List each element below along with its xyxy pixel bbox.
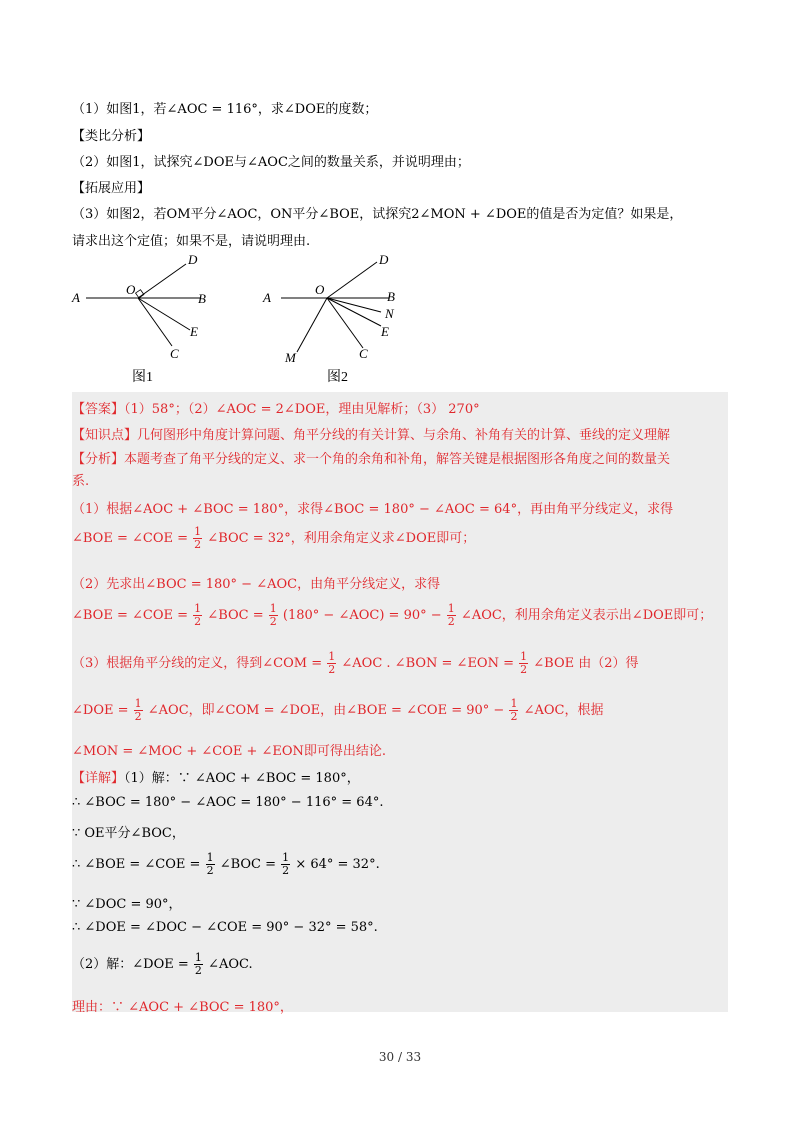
- detail-line-4: [72, 852, 380, 877]
- fraction-half: $\frac{1}{2}$: [520, 650, 528, 676]
- label-M: M: [285, 350, 296, 365]
- analysis-p2a: （2）先求出∠BOC = 180° − ∠AOC，由角平分线定义，求得: [72, 577, 441, 592]
- analysis-text: 本题考查了角平分线的定义、求一个角的余角和补角，解答关键是根据图形各角度之间的数量关: [124, 452, 671, 467]
- question-3: （3）如图2，若OM平分∠AOC，ON平分∠BOE，试探究2∠MON + ∠DOE的值是否为定值？如果是，: [72, 207, 683, 222]
- question-2: （2）如图1，试探究∠DOE与∠AOC之间的数量关系，并说明理由；: [72, 155, 470, 170]
- label-A: A: [263, 290, 271, 305]
- fraction-half: $\frac{1}{2}$: [269, 602, 277, 628]
- fraction-half: $\frac{1}{2}$: [194, 602, 202, 628]
- analysis-p3a: [72, 651, 639, 676]
- detail-line-6: ∴ ∠DOE = ∠DOC − ∠COE = 90° − 32° = 58°.: [72, 920, 378, 935]
- answer-line: [72, 398, 480, 417]
- fraction-half: $\frac{1}{2}$: [282, 851, 290, 877]
- answer-text: （1）58°；（2）∠AOC = 2∠DOE，理由见解析；（3） 270°: [124, 402, 480, 417]
- fraction-half: $\frac{1}{2}$: [194, 525, 202, 551]
- caption-fig-1: 图1: [132, 370, 153, 385]
- knowledge-text: 几何图形中角度计算问题、角平分线的有关计算、与余角、补角有关的计算、垂线的定义理解: [137, 428, 671, 443]
- expr: ∠BOE = ∠COE =: [72, 608, 189, 623]
- analysis-p2b: [72, 603, 712, 628]
- fraction-half: $\frac{1}{2}$: [206, 851, 214, 877]
- question-1: （1）如图1，若∠AOC = 116°，求∠DOE的度数；: [72, 102, 378, 117]
- expr: ∠AOC，根据: [523, 703, 604, 718]
- label-E: E: [381, 324, 389, 339]
- label-D: D: [379, 252, 389, 267]
- fraction-half: $\frac{1}{2}$: [447, 602, 455, 628]
- label-C: C: [359, 346, 368, 361]
- expr: ∠DOE =: [72, 703, 129, 718]
- fraction-half: $\frac{1}{2}$: [134, 697, 142, 723]
- expr: （2）解：∠DOE =: [72, 957, 189, 972]
- analysis-p1b: [72, 526, 475, 551]
- detail-line-3: ∵ OE平分∠BOC，: [72, 826, 185, 841]
- expr: ∠BOE = ∠COE =: [72, 531, 189, 546]
- question-3-cont: 请求出这个定值；如果不是，请说明理由.: [72, 234, 311, 249]
- expr: (180° − ∠AOC) = 90° −: [282, 608, 442, 623]
- label-A: A: [72, 290, 80, 305]
- caption-fig-2: 图2: [327, 370, 348, 385]
- expr: ∠BOC =: [219, 857, 277, 872]
- knowledge-line: [72, 424, 670, 443]
- fraction-half: $\frac{1}{2}$: [194, 951, 202, 977]
- expr: ∠BOE 由（2）得: [533, 656, 639, 671]
- heading-extension: 【拓展应用】: [72, 181, 151, 196]
- analysis-line-2: 系.: [72, 474, 90, 489]
- expr: （3）根据角平分线的定义，得到∠COM =: [72, 656, 323, 671]
- expr: ∠AOC . ∠BON = ∠EON =: [341, 656, 514, 671]
- detail-line-2: ∴ ∠BOC = 180° − ∠AOC = 180° − 116° = 64°.: [72, 795, 384, 810]
- analysis-p3b: [72, 698, 603, 723]
- expr: ∠AOC，即∠COM = ∠DOE，由∠BOE = ∠COE = 90° −: [147, 703, 505, 718]
- analysis-label: 【分析】: [72, 452, 125, 467]
- detail-line-8: [72, 996, 293, 1015]
- label-O: O: [126, 282, 136, 297]
- expr: ∴ ∠BOE = ∠COE =: [72, 857, 201, 872]
- fraction-half: $\frac{1}{2}$: [328, 650, 336, 676]
- answer-label: 【答案】: [72, 402, 125, 417]
- analysis-p1a: （1）根据∠AOC + ∠BOC = 180°，求得∠BOC = 180° − ∠AOC = 64°，再由角平分线定义，求得: [72, 502, 674, 517]
- fraction-half: $\frac{1}{2}$: [510, 697, 518, 723]
- label-C: C: [170, 346, 179, 361]
- expr: ∠AOC.: [208, 957, 253, 972]
- expr: ∠AOC，利用余角定义表示出∠DOE即可；: [460, 608, 713, 623]
- label-B: B: [198, 291, 206, 306]
- detail-line-1: [72, 767, 360, 786]
- label-E: E: [190, 324, 198, 339]
- expr: ∠BOC = 32°，利用余角定义求∠DOE即可；: [207, 531, 476, 546]
- analysis-line-1: [72, 448, 670, 467]
- analysis-p3c: ∠MON = ∠MOC + ∠COE + ∠EON即可得出结论.: [72, 744, 387, 759]
- figure-1: [60, 248, 260, 388]
- page-number: 30 / 33: [378, 1050, 422, 1064]
- detail-label: 【详解】: [72, 771, 125, 786]
- detail-text: （1）解：∵ ∠AOC + ∠BOC = 180°，: [124, 771, 360, 786]
- knowledge-label: 【知识点】: [72, 428, 138, 443]
- label-D: D: [188, 252, 198, 267]
- detail-line-7: [72, 952, 253, 977]
- expr: ∠BOC =: [207, 608, 264, 623]
- detail-line-5: ∵ ∠DOC = 90°，: [72, 897, 182, 912]
- heading-analogy: 【类比分析】: [72, 129, 151, 144]
- expr: × 64° = 32°.: [295, 857, 380, 872]
- label-B: B: [387, 289, 395, 304]
- label-N: N: [385, 306, 394, 321]
- label-O: O: [315, 282, 325, 297]
- figure-2: [255, 248, 455, 388]
- expr: 理由：∵ ∠AOC + ∠BOC = 180°，: [72, 1000, 293, 1015]
